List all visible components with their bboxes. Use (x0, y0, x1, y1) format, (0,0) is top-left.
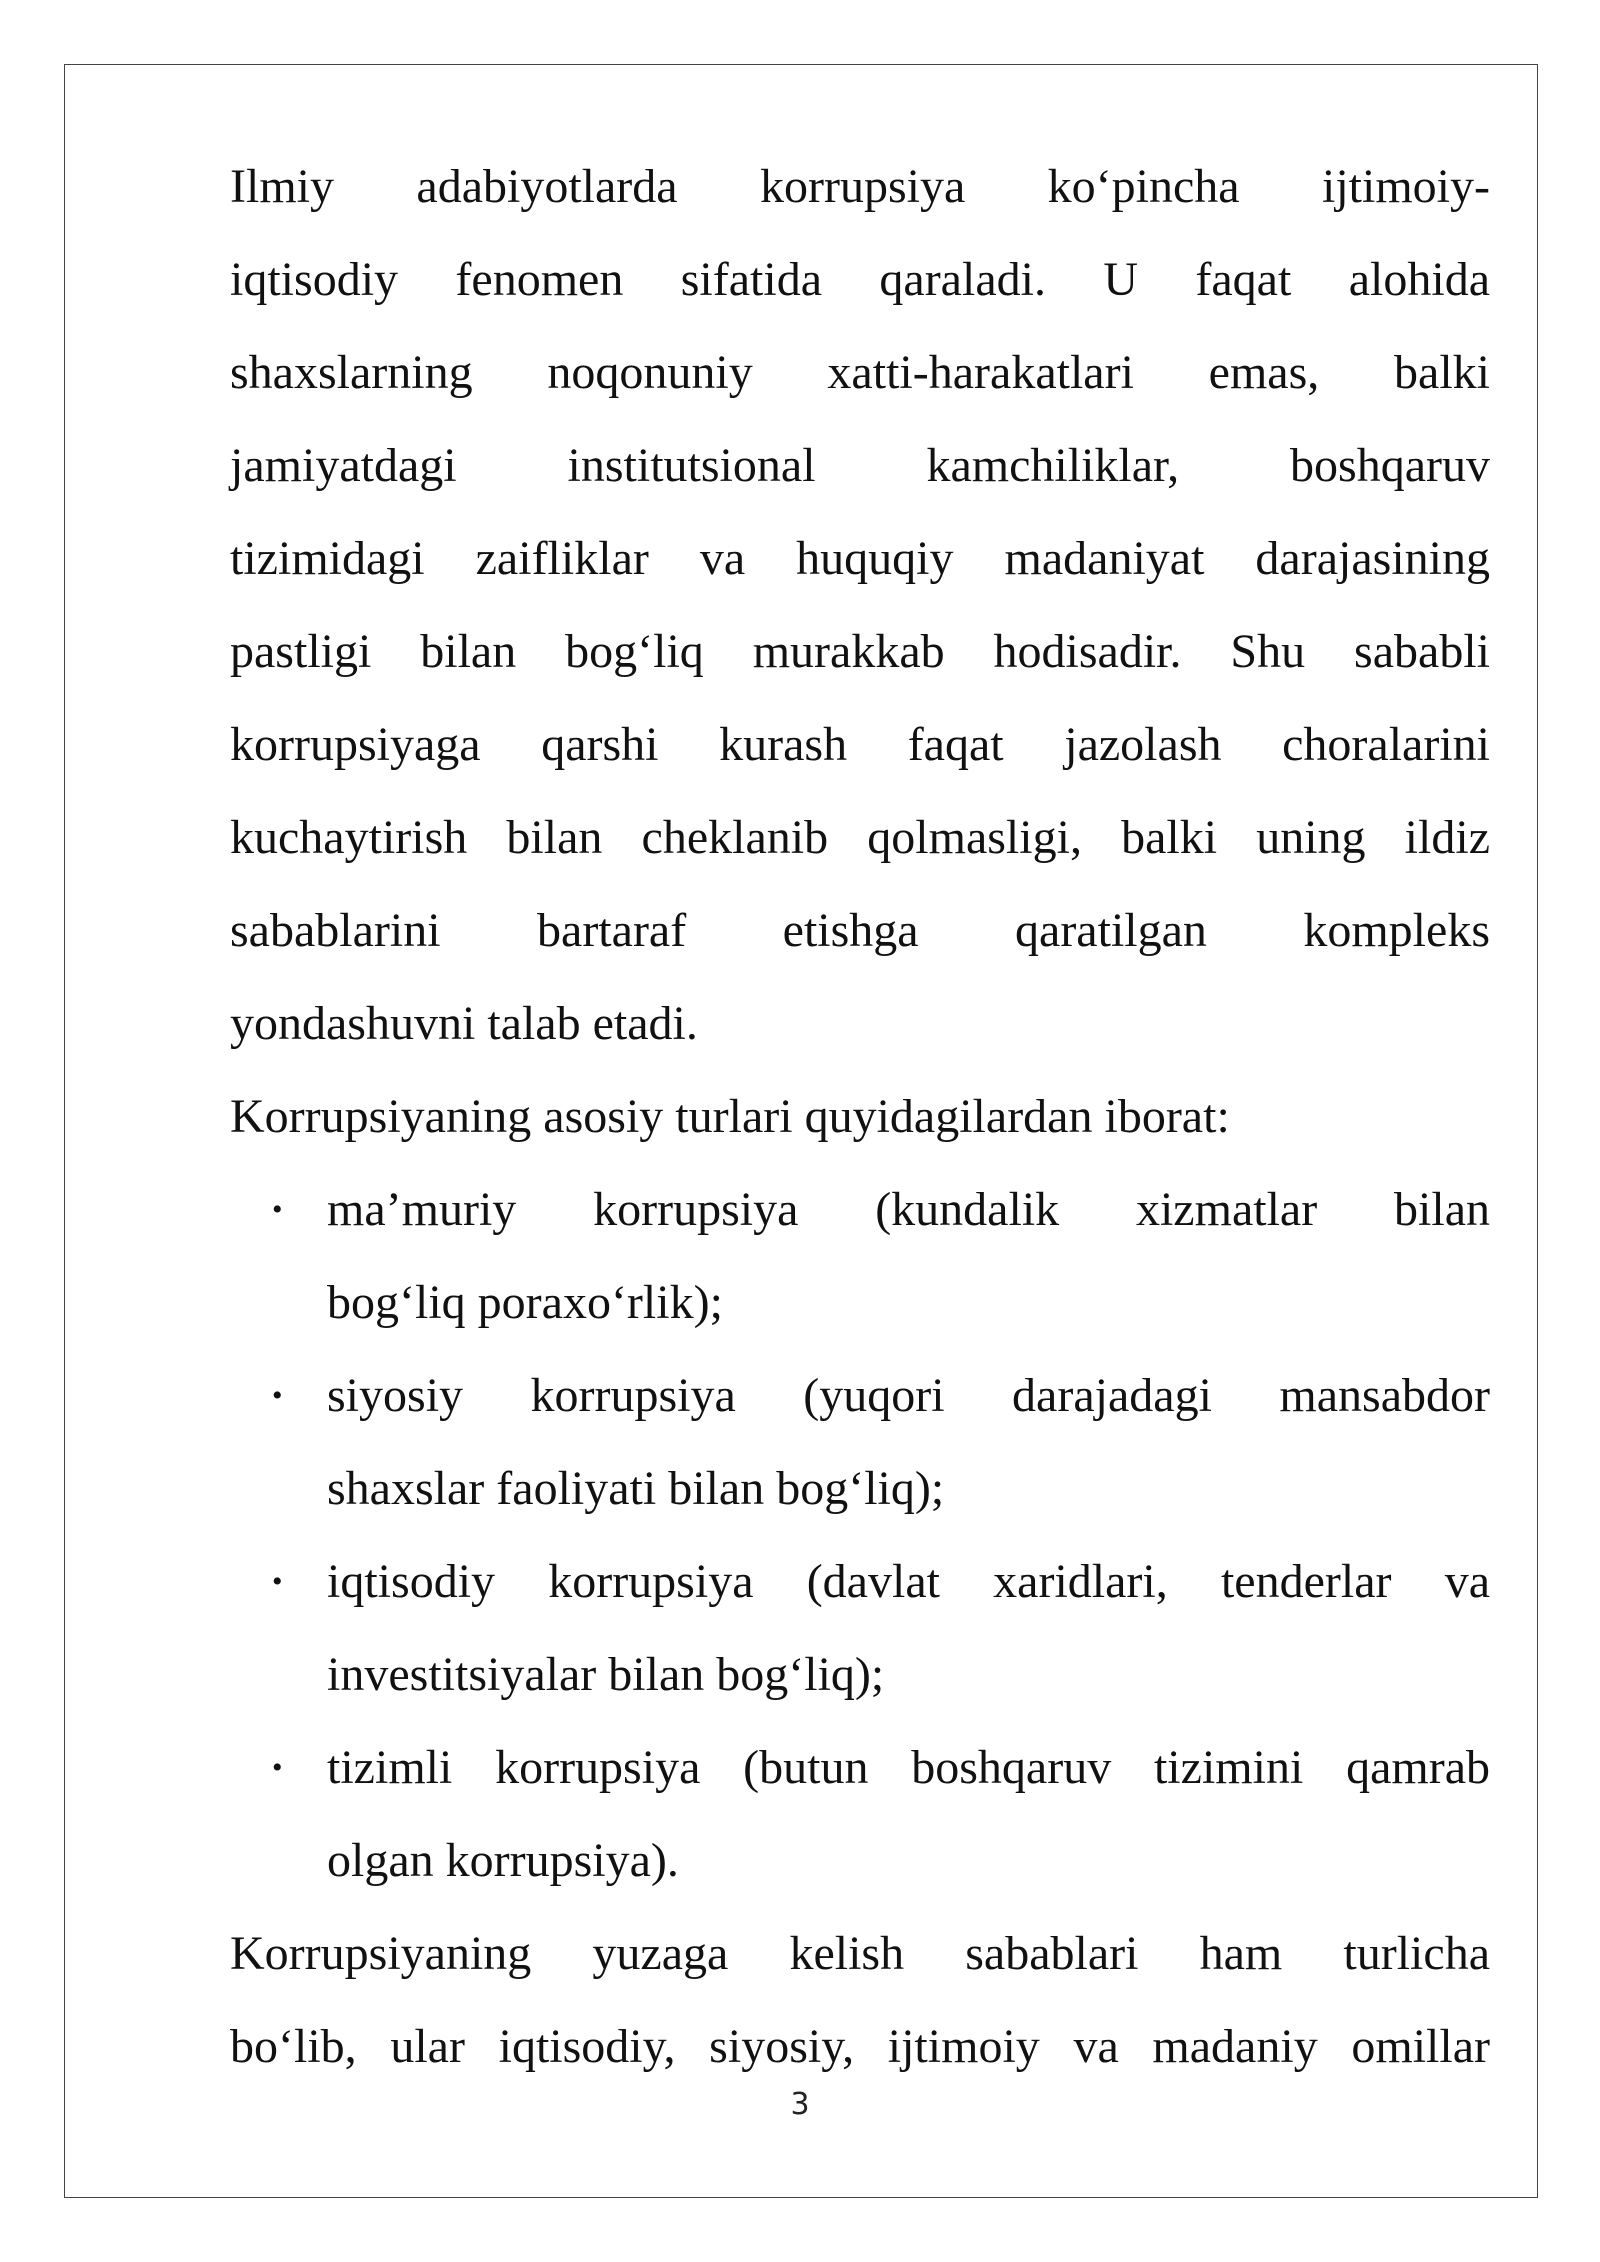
text-line: jamiyatdagi institutsional kamchiliklar, boshqaruv (230, 439, 1490, 492)
bullet-icon: • (272, 1565, 283, 1598)
text-line: bog‘liq poraxo‘rlik); (327, 1276, 723, 1329)
list-item (230, 1535, 1490, 1721)
text-line: Korrupsiyaning yuzaga kelish sabablari ham turlicha (230, 1927, 1490, 1980)
text-line: iqtisodiy korrupsiya (davlat xaridlari, tenderlar va (327, 1555, 1490, 1608)
text-line: Ilmiy adabiyotlarda korrupsiya ko‘pincha ijtimoiy- (230, 160, 1490, 213)
text-line: investitsiyalar bilan bog‘liq); (327, 1648, 885, 1701)
corruption-types-list (230, 1163, 1490, 1907)
document-body (230, 140, 1490, 2093)
text-line: yondashuvni talab etadi. (230, 997, 698, 1050)
list-intro: Korrupsiyaning asosiy turlari quyidagilardan iborat: (230, 1090, 1230, 1143)
text-line: kuchaytirish bilan cheklanib qolmasligi, balki uning ildiz (230, 811, 1490, 864)
text-line: korrupsiyaga qarshi kurash faqat jazolash choralarini (230, 718, 1490, 771)
bullet-icon: • (272, 1379, 283, 1412)
text-line: bo‘lib, ular iqtisodiy, siyosiy, ijtimoiy va madaniy omillar (230, 2020, 1490, 2073)
text-line: shaxslar faoliyati bilan bog‘liq); (327, 1462, 945, 1515)
text-line: iqtisodiy fenomen sifatida qaraladi. U faqat alohida (230, 253, 1490, 306)
text-line: tizimidagi zaifliklar va huquqiy madaniyat darajasining (230, 532, 1490, 585)
list-item (230, 1721, 1490, 1907)
list-item (230, 1349, 1490, 1535)
text-line: ma’muriy korrupsiya (kundalik xizmatlar bilan (327, 1183, 1490, 1236)
text-line: shaxslarning noqonuniy xatti-harakatlari emas, balki (230, 346, 1490, 399)
bullet-icon: • (272, 1751, 283, 1784)
page-number: 3 (790, 2087, 810, 2122)
paragraph-scholarly-view (230, 140, 1490, 1070)
text-line: sabablarini bartaraf etishga qaratilgan kompleks (230, 904, 1490, 957)
bullet-icon: • (272, 1193, 283, 1226)
text-line: pastligi bilan bog‘liq murakkab hodisadir. Shu sababli (230, 625, 1490, 678)
list-item (230, 1163, 1490, 1349)
text-line: olgan korrupsiya). (327, 1834, 679, 1887)
text-line: tizimli korrupsiya (butun boshqaruv tizimini qamrab (327, 1741, 1490, 1794)
paragraph-causes (230, 1907, 1490, 2093)
text-line: siyosiy korrupsiya (yuqori darajadagi mansabdor (327, 1369, 1490, 1422)
